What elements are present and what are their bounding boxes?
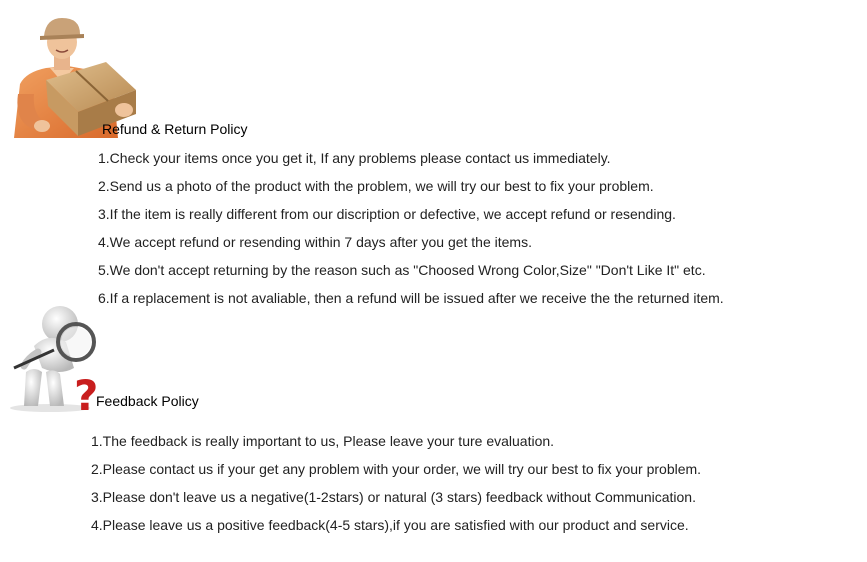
feedback-policy-item-1: 1.The feedback is really important to us, Please leave your ture evaluation. <box>91 433 555 449</box>
refund-policy-title: Refund & Return Policy <box>102 121 248 137</box>
refund-policy-item-5: 5.We don't accept returning by the reason such as "Choosed Wrong Color,Size" "Don't Like It" etc. <box>98 262 706 278</box>
refund-policy-item-3: 3.If the item is really different from our discription or defective, we accept refund or resending. <box>98 206 676 222</box>
feedback-policy-item-4: 4.Please leave us a positive feedback(4-5 stars),if you are satisfied with our product and service. <box>91 517 689 533</box>
feedback-policy-title: Feedback Policy <box>96 393 199 409</box>
refund-policy-item-2: 2.Send us a photo of the product with the problem, we will try our best to fix your problem. <box>98 178 654 194</box>
feedback-policy-item-2: 2.Please contact us if your get any problem with your order, we will try our best to fix your problem. <box>91 461 702 477</box>
refund-policy-item-6: 6.If a replacement is not avaliable, then a refund will be issued after we receive the the returned item. <box>98 290 724 306</box>
refund-policy-item-4: 4.We accept refund or resending within 7 days after you get the items. <box>98 234 532 250</box>
figure-with-magnifying-glass-and-question-mark-icon <box>4 302 104 414</box>
svg-text:?: ? <box>74 371 99 414</box>
refund-policy-item-1: 1.Check your items once you get it, If any problems please contact us immediately. <box>98 150 611 166</box>
feedback-policy-item-3: 3.Please don't leave us a negative(1-2stars) or natural (3 stars) feedback without Communication. <box>91 489 696 505</box>
delivery-man-with-box-icon <box>6 14 142 138</box>
